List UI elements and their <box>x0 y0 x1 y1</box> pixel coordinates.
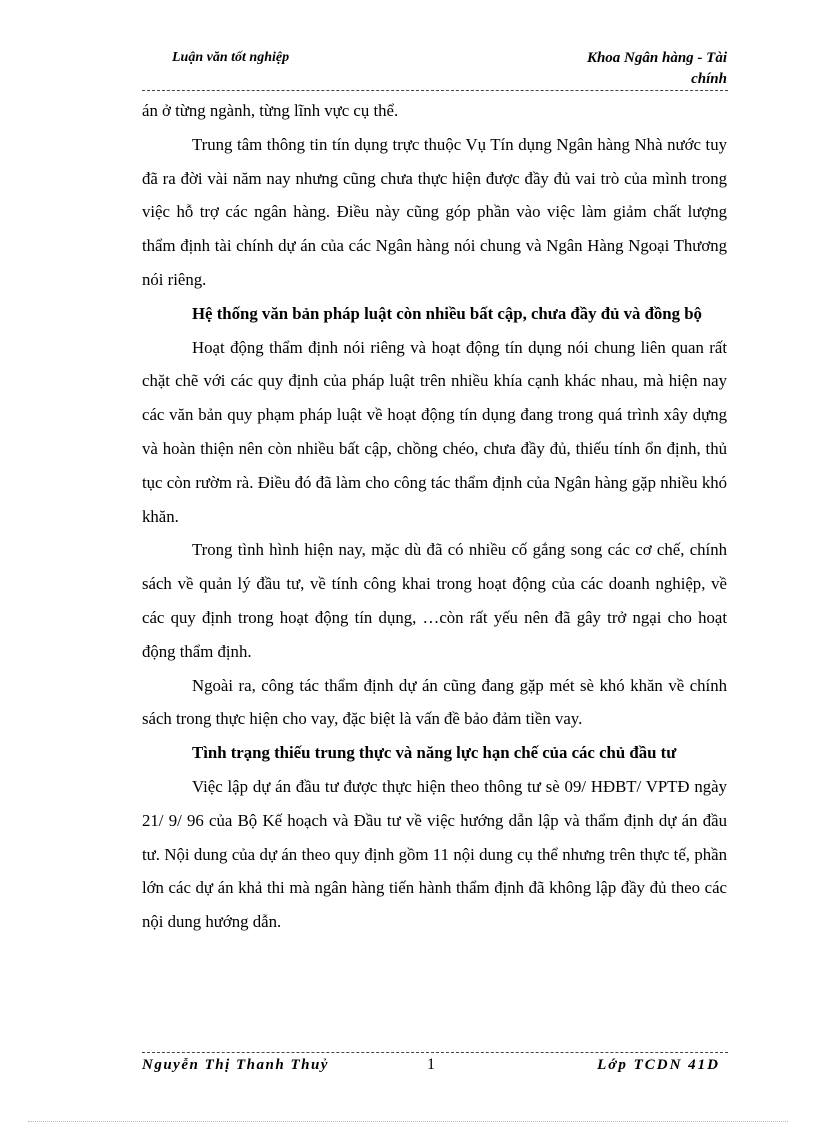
paragraph-lending-policy: Ngoài ra, công tác thẩm định dự án cũng đang gặp mét sè khó khăn về chính sách trong thực hiện cho vay, đặc biệt là vấn đề bảo đảm tiền vay. <box>142 675 727 729</box>
header-faculty-line2: chính <box>691 71 727 87</box>
footer-author: Nguyễn Thị Thanh Thuỷ <box>142 1057 329 1073</box>
footer-page-number: 1 <box>427 1056 435 1073</box>
footer-class: Lớp TCDN 41D <box>597 1057 720 1073</box>
paragraph-credit-info-center: Trung tâm thông tin tín dụng trực thuộc Vụ Tín dụng Ngân hàng Nhà nước tuy đã ra đời vài năm nay nhưng cũng chưa thực hiện được đầy đủ vai trò của mình trong việc hỗ trợ các ngân hàng. Điều này cũng góp phần vào việc làm giảm chất lượng thẩm định tài chính dự án của các Ngân hàng nói chung và Ngân Hàng Ngoại Thương nói riêng. <box>142 134 727 289</box>
paragraph-project-preparation: Việc lập dự án đầu tư được thực hiện theo thông tư sè 09/ HĐBT/ VPTĐ ngày 21/ 9/ 96 của Bộ Kế hoạch và Đầu tư về việc hướng dẫn lập và thẩm định dự án đầu tư. Nội dung của dự án theo quy định gồm 11 nội dung cụ thể nhưng trên thực tế, phần lớn các dự án khả thi mà ngân hàng tiến hành thẩm định đã không lập đầy đủ theo các nội dung hướng dẫn. <box>142 776 727 932</box>
heading-investor-capacity: Tình trạng thiếu trung thực và năng lực hạn chế của các chủ đầu tư <box>192 743 677 763</box>
header-faculty <box>527 48 727 90</box>
paragraph-current-situation: Trong tình hình hiện nay, mặc dù đã có nhiều cố gắng song các cơ chế, chính sách về quản lý đầu tư, về tính công khai trong hoạt động của các doanh nghiệp, về các quy định trong hoạt động tín dụng, …còn rất yếu nên đã gây trở ngại cho hoạt động thẩm định. <box>142 540 727 661</box>
paragraph-legal-regulations: Hoạt động thẩm định nói riêng và hoạt động tín dụng nói chung liên quan rất chặt chẽ với các quy định của pháp luật trên nhiều khía cạnh khác nhau, mà hiện nay các văn bản quy phạm pháp luật về hoạt động tín dụng đang trong quá trình xây dựng và hoàn thiện nên còn nhiều bất cập, chồng chéo, chưa đầy đủ, thiếu tính ổn định, thủ tục còn rườm rà. Điều đó đã làm cho công tác thẩm định của Ngân hàng gặp nhiều khó khăn. <box>142 337 727 526</box>
page-bottom-edge <box>28 1121 788 1122</box>
footer-divider <box>142 1052 728 1053</box>
header-faculty-line1: Khoa Ngân hàng - Tài <box>586 50 727 66</box>
header-divider <box>142 90 728 91</box>
document-body <box>142 94 727 939</box>
heading-legal-system: Hệ thống văn bản pháp luật còn nhiều bất cập, chưa đầy đủ và đồng bộ <box>192 303 702 323</box>
paragraph-continuation: án ở từng ngành, từng lĩnh vực cụ thể. <box>142 101 399 120</box>
header-thesis-title: Luận văn tốt nghiệp <box>172 50 290 65</box>
